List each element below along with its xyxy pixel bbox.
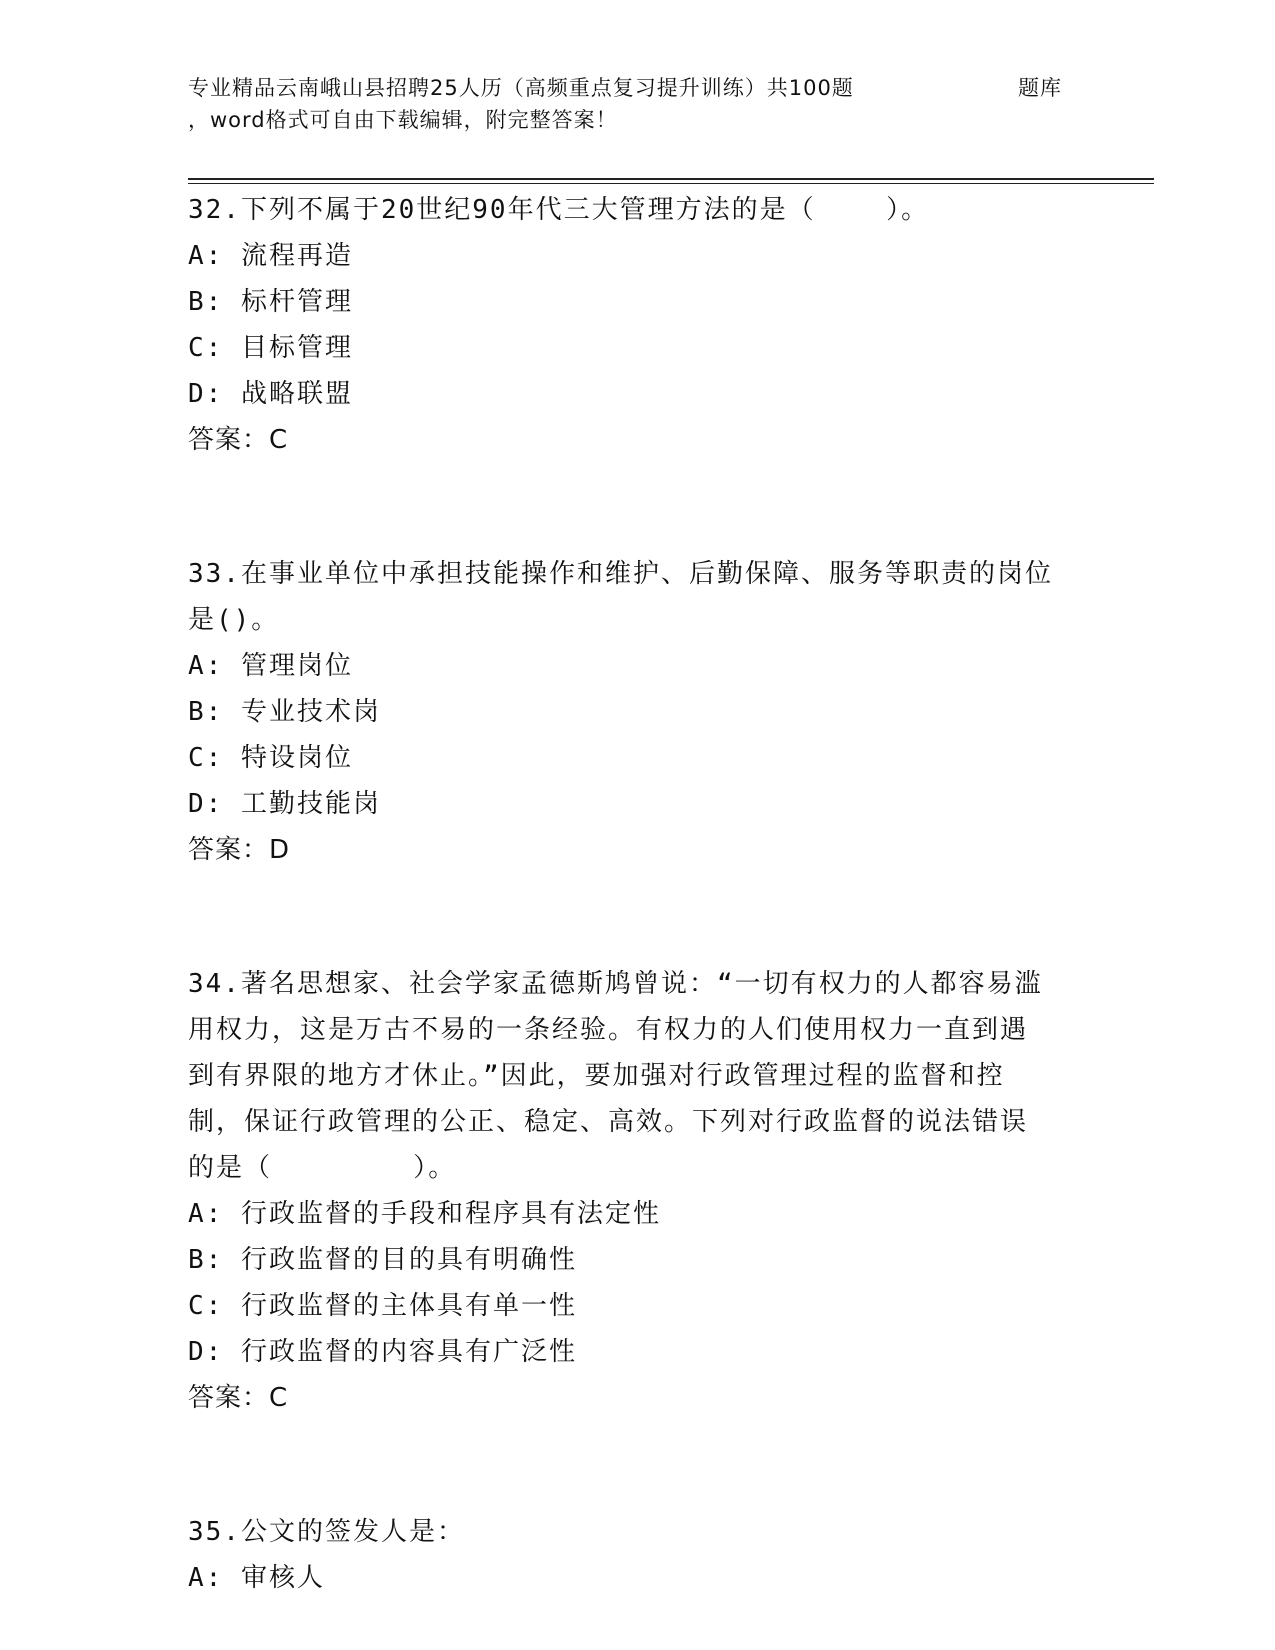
question-block — [188, 1509, 1088, 1601]
option-b: B: 专业技术岗 — [188, 697, 381, 727]
option-d: D: 工勤技能岗 — [188, 789, 381, 819]
answer: 答案：C — [188, 1383, 289, 1413]
header-divider-thin — [188, 183, 1154, 184]
header-title-line — [188, 72, 1088, 104]
header-subtitle: ，word格式可自由下载编辑，附完整答案！ — [188, 108, 618, 132]
option-a: A: 管理岗位 — [188, 651, 353, 681]
question-block — [188, 961, 1088, 1421]
question-stem: 到有界限的地方才休止。”因此，要加强对行政管理过程的监督和控 — [188, 1061, 1005, 1091]
option-a: A: 流程再造 — [188, 241, 353, 271]
question-stem: 34.著名思想家、社会学家孟德斯鸠曾说：“一切有权力的人都容易滥 — [188, 969, 1043, 999]
option-a: A: 审核人 — [188, 1563, 325, 1593]
question-list — [188, 187, 1088, 1601]
question-block — [188, 551, 1088, 873]
question-stem: 制，保证行政管理的公正、稳定、高效。下列对行政监督的说法错误 — [188, 1107, 1029, 1137]
option-d: D: 行政监督的内容具有广泛性 — [188, 1337, 577, 1367]
option-c: C: 目标管理 — [188, 333, 353, 363]
option-b: B: 行政监督的目的具有明确性 — [188, 1245, 577, 1275]
question-stem: 32.下列不属于20世纪90年代三大管理方法的是（ ）。 — [188, 195, 930, 225]
option-a: A: 行政监督的手段和程序具有法定性 — [188, 1199, 661, 1229]
option-c: C: 行政监督的主体具有单一性 — [188, 1291, 577, 1321]
header-divider-thick — [188, 178, 1154, 180]
answer: 答案：C — [188, 425, 289, 455]
question-stem: 用权力，这是万古不易的一条经验。有权力的人们使用权力一直到遇 — [188, 1015, 1029, 1045]
header-tag: 题库 — [1018, 76, 1062, 100]
question-stem: 33.在事业单位中承担技能操作和维护、后勤保障、服务等职责的岗位 — [188, 559, 1053, 589]
question-stem: 的是（ ）。 — [188, 1153, 457, 1183]
page-header — [188, 72, 1088, 136]
option-d: D: 战略联盟 — [188, 379, 353, 409]
question-stem: 35.公文的签发人是： — [188, 1517, 465, 1547]
question-block — [188, 187, 1088, 463]
option-b: B: 标杆管理 — [188, 287, 353, 317]
question-stem: 是()。 — [188, 605, 280, 635]
answer: 答案：D — [188, 835, 291, 865]
option-c: C: 特设岗位 — [188, 743, 353, 773]
header-title: 专业精品云南峨山县招聘25人历（高频重点复习提升训练）共100题 — [188, 76, 854, 100]
